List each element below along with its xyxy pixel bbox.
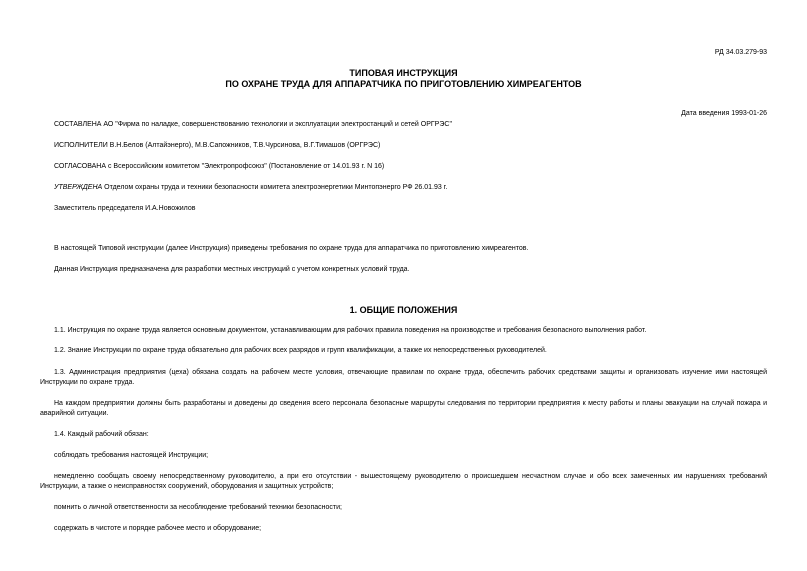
approved-text: Отделом охраны труда и техники безопасности комитета электроэнергетики Минтопэнерго РФ 26.01.93 г. <box>104 184 448 191</box>
duty-2-line-1: немедленно сообщать своему непосредственному руководителю, а при его отсутствии - вышестоящему руководителю о происшедшем несчастном случае и обо всех замеченных им нарушениях требований <box>54 473 767 480</box>
intro-paragraph-2: Данная Инструкция предназначена для разработки местных инструкций с учетом конкретных условий труда. <box>54 266 410 273</box>
routes-paragraph-line-2: аварийной ситуации. <box>40 410 109 417</box>
title-line-2: ПО ОХРАНЕ ТРУДА ДЛЯ АППАРАТЧИКА ПО ПРИГОТОВЛЕНИЮ ХИМРЕАГЕНТОВ <box>225 79 582 89</box>
section-1-heading: 1. ОБЩИЕ ПОЛОЖЕНИЯ <box>349 305 458 315</box>
document-title <box>0 68 807 90</box>
clause-1-3-line-1: 1.3. Администрация предприятия (цеха) обязана создать на рабочем месте условия, отвечающие правилам по охране труда, обеспечить рабочих средствами защиты и организовать изучение ими настоящей <box>54 369 767 376</box>
duty-1: соблюдать требования настоящей Инструкции; <box>54 452 209 459</box>
credits-compiled: СОСТАВЛЕНА АО "Фирма по наладке, совершенствованию технологии и эксплуатации электростанций и сетей ОРГРЭС" <box>54 121 452 128</box>
clause-1-4: 1.4. Каждый рабочий обязан: <box>54 431 149 438</box>
credits-approved <box>54 183 447 193</box>
duty-4: содержать в чистоте и порядке рабочее место и оборудование; <box>54 525 262 532</box>
title-line-1: ТИПОВАЯ ИНСТРУКЦИЯ <box>349 68 458 78</box>
document-code: РД 34.03.279-93 <box>714 49 767 56</box>
date-of-introduction: Дата введения 1993-01-26 <box>681 110 767 117</box>
duty-2-line-2: Инструкции, а также о неисправностях сооружений, оборудования и защитных устройств; <box>40 483 334 490</box>
clause-1-1: 1.1. Инструкция по охране труда является основным документом, устанавливающим для рабочих правила поведения на производстве и требования безопасного выполнения работ. <box>54 327 647 334</box>
approved-label: УТВЕРЖДЕНА <box>54 184 103 191</box>
credits-performers: ИСПОЛНИТЕЛИ В.Н.Белов (Алтайэнерго), М.В.Сапожников, Т.В.Чурсинова, В.Г.Тимашов (ОРГРЭС) <box>54 142 381 149</box>
clause-1-2: 1.2. Знание Инструкции по охране труда обязательно для рабочих всех разрядов и групп квалификации, а также их непосредственных руководителей. <box>54 347 547 354</box>
intro-paragraph-1: В настоящей Типовой инструкции (далее Инструкция) приведены требования по охране труда для аппаратчика по приготовлению химреагентов. <box>54 245 529 252</box>
credits-agreed: СОГЛАСОВАНА с Всероссийским комитетом "Электропрофсоюз" (Постановление от 14.01.93 г. N 16) <box>54 163 385 170</box>
credits-deputy: Заместитель председателя И.А.Новожилов <box>54 205 196 212</box>
clause-1-3-line-2: Инструкции по охране труда. <box>40 379 135 386</box>
duty-3: помнить о личной ответственности за несоблюдение требований техники безопасности; <box>54 504 342 511</box>
routes-paragraph-line-1: На каждом предприятии должны быть разработаны и доведены до сведения всего персонала безопасные маршруты следования по территории предприятия к месту работы и планы эвакуации на случай пожара и <box>54 400 767 407</box>
